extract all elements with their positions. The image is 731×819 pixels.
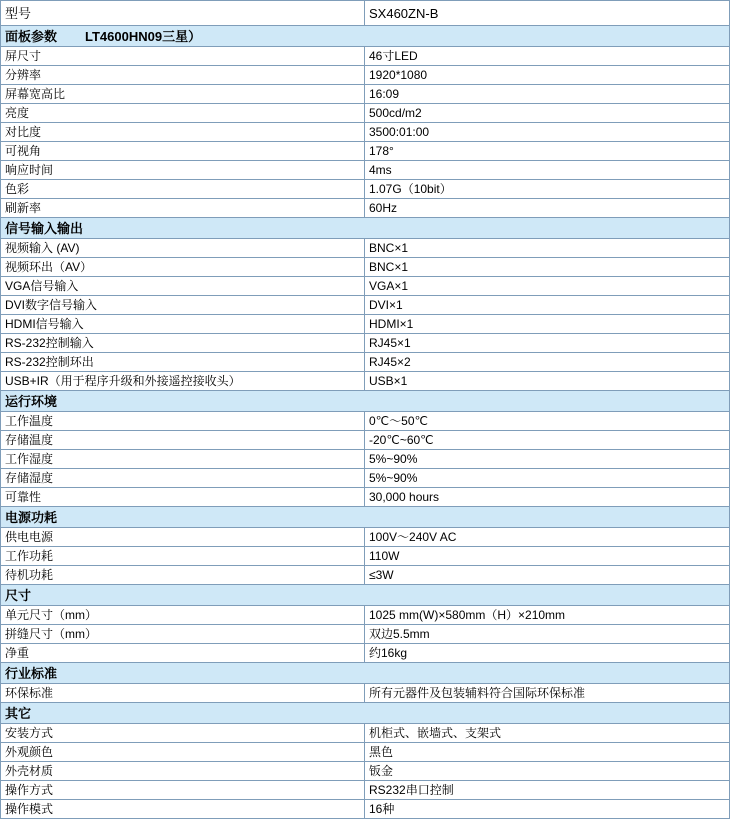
table-row [1, 566, 730, 585]
spec-value: USB×1 [365, 372, 730, 391]
spec-label: 存储温度 [1, 431, 365, 450]
section-header-row [1, 507, 730, 528]
spec-label: 待机功耗 [1, 566, 365, 585]
spec-label: USB+IR（用于程序升级和外接遥控接收头） [1, 372, 365, 391]
spec-value: 500cd/m2 [365, 104, 730, 123]
spec-value: RJ45×1 [365, 334, 730, 353]
table-row [1, 239, 730, 258]
table-row [1, 625, 730, 644]
section-title: 运行环境 [5, 393, 58, 409]
table-row [1, 450, 730, 469]
spec-value: VGA×1 [365, 277, 730, 296]
spec-value: 30,000 hours [365, 488, 730, 507]
table-row [1, 123, 730, 142]
spec-label: RS-232控制输入 [1, 334, 365, 353]
spec-value: 16种 [365, 800, 730, 819]
spec-value: BNC×1 [365, 239, 730, 258]
spec-value: 46寸LED [365, 47, 730, 66]
spec-label: 视频输入 (AV) [1, 239, 365, 258]
section-title: 面板参数 [5, 28, 58, 44]
table-row [1, 315, 730, 334]
section-title: 信号输入输出 [5, 220, 84, 236]
spec-label: 亮度 [1, 104, 365, 123]
section-header-row [1, 26, 730, 47]
table-row [1, 488, 730, 507]
table-row [1, 180, 730, 199]
spec-value: 1025 mm(W)×580mm（H）×210mm [365, 606, 730, 625]
spec-value: 机柜式、嵌墙式、支架式 [365, 724, 730, 743]
table-row [1, 800, 730, 819]
spec-value: RJ45×2 [365, 353, 730, 372]
table-row [1, 296, 730, 315]
spec-value: 178° [365, 142, 730, 161]
spec-label: 环保标准 [1, 684, 365, 703]
table-row [1, 334, 730, 353]
spec-label: DVI数字信号输入 [1, 296, 365, 315]
table-row [1, 47, 730, 66]
spec-label: HDMI信号输入 [1, 315, 365, 334]
table-row [1, 684, 730, 703]
spec-label: 操作模式 [1, 800, 365, 819]
table-row [1, 431, 730, 450]
spec-value: HDMI×1 [365, 315, 730, 334]
spec-value: 5%~90% [365, 450, 730, 469]
table-row [1, 762, 730, 781]
spec-label: RS-232控制环出 [1, 353, 365, 372]
spec-label: 可靠性 [1, 488, 365, 507]
spec-label: 外观颜色 [1, 743, 365, 762]
spec-label: 净重 [1, 644, 365, 663]
table-row [1, 66, 730, 85]
section-subtitle: LT4600HN09三星） [85, 28, 202, 44]
table-row [1, 743, 730, 762]
table-row [1, 161, 730, 180]
spec-value: DVI×1 [365, 296, 730, 315]
table-row [1, 85, 730, 104]
section-header [1, 663, 730, 684]
table-row [1, 412, 730, 431]
spec-label: 工作功耗 [1, 547, 365, 566]
section-header-row [1, 585, 730, 606]
spec-label: 屏幕宽高比 [1, 85, 365, 104]
spec-value: 钣金 [365, 762, 730, 781]
table-row [1, 781, 730, 800]
section-header [1, 26, 730, 47]
spec-label: 分辨率 [1, 66, 365, 85]
spec-label: 屏尺寸 [1, 47, 365, 66]
section-header-row [1, 663, 730, 684]
table-row-model [1, 1, 730, 26]
table-row [1, 547, 730, 566]
table-row [1, 104, 730, 123]
section-header [1, 507, 730, 528]
section-header-row [1, 391, 730, 412]
spec-value: 16:09 [365, 85, 730, 104]
table-row [1, 528, 730, 547]
specification-table-body [1, 1, 730, 26]
table-row [1, 142, 730, 161]
spec-label: 外壳材质 [1, 762, 365, 781]
spec-label: 操作方式 [1, 781, 365, 800]
spec-value: ≤3W [365, 566, 730, 585]
table-row [1, 199, 730, 218]
table-row [1, 469, 730, 488]
spec-label: 刷新率 [1, 199, 365, 218]
spec-value: 1920*1080 [365, 66, 730, 85]
spec-value: -20℃~60℃ [365, 431, 730, 450]
section-header [1, 218, 730, 239]
section-header [1, 391, 730, 412]
spec-label: 单元尺寸（mm） [1, 606, 365, 625]
spec-label: 色彩 [1, 180, 365, 199]
spec-value: RS232串口控制 [365, 781, 730, 800]
section-header [1, 703, 730, 724]
spec-label: VGA信号输入 [1, 277, 365, 296]
spec-value: 3500:01:00 [365, 123, 730, 142]
spec-label: 工作温度 [1, 412, 365, 431]
model-label: 型号 [1, 1, 365, 26]
table-row [1, 277, 730, 296]
table-row [1, 353, 730, 372]
model-value: SX460ZN-B [365, 1, 730, 26]
spec-value: BNC×1 [365, 258, 730, 277]
spec-value: 60Hz [365, 199, 730, 218]
section-header-row [1, 218, 730, 239]
spec-label: 存储湿度 [1, 469, 365, 488]
spec-label: 工作湿度 [1, 450, 365, 469]
section-header-row [1, 703, 730, 724]
spec-label: 响应时间 [1, 161, 365, 180]
spec-label: 供电电源 [1, 528, 365, 547]
section-title: 尺寸 [5, 587, 32, 603]
table-row [1, 606, 730, 625]
spec-value: 110W [365, 547, 730, 566]
spec-value: 所有元器件及包装辅料符合国际环保标准 [365, 684, 730, 703]
section-title: 行业标准 [5, 665, 58, 681]
spec-value: 5%~90% [365, 469, 730, 488]
spec-value: 约16kg [365, 644, 730, 663]
spec-value: 4ms [365, 161, 730, 180]
section-header [1, 585, 730, 606]
section-title: 其它 [5, 705, 32, 721]
spec-value: 1.07G（10bit） [365, 180, 730, 199]
table-row [1, 644, 730, 663]
section-title: 电源功耗 [5, 509, 58, 525]
spec-value: 0℃～50℃ [365, 412, 730, 431]
spec-label: 拼缝尺寸（mm） [1, 625, 365, 644]
spec-label: 安装方式 [1, 724, 365, 743]
table-row [1, 258, 730, 277]
spec-label: 视频环出（AV） [1, 258, 365, 277]
table-row [1, 372, 730, 391]
spec-value: 黑色 [365, 743, 730, 762]
spec-label: 可视角 [1, 142, 365, 161]
spec-label: 对比度 [1, 123, 365, 142]
spec-value: 100V～240V AC [365, 528, 730, 547]
specification-sections [1, 26, 730, 819]
spec-value: 双边5.5mm [365, 625, 730, 644]
table-row [1, 724, 730, 743]
